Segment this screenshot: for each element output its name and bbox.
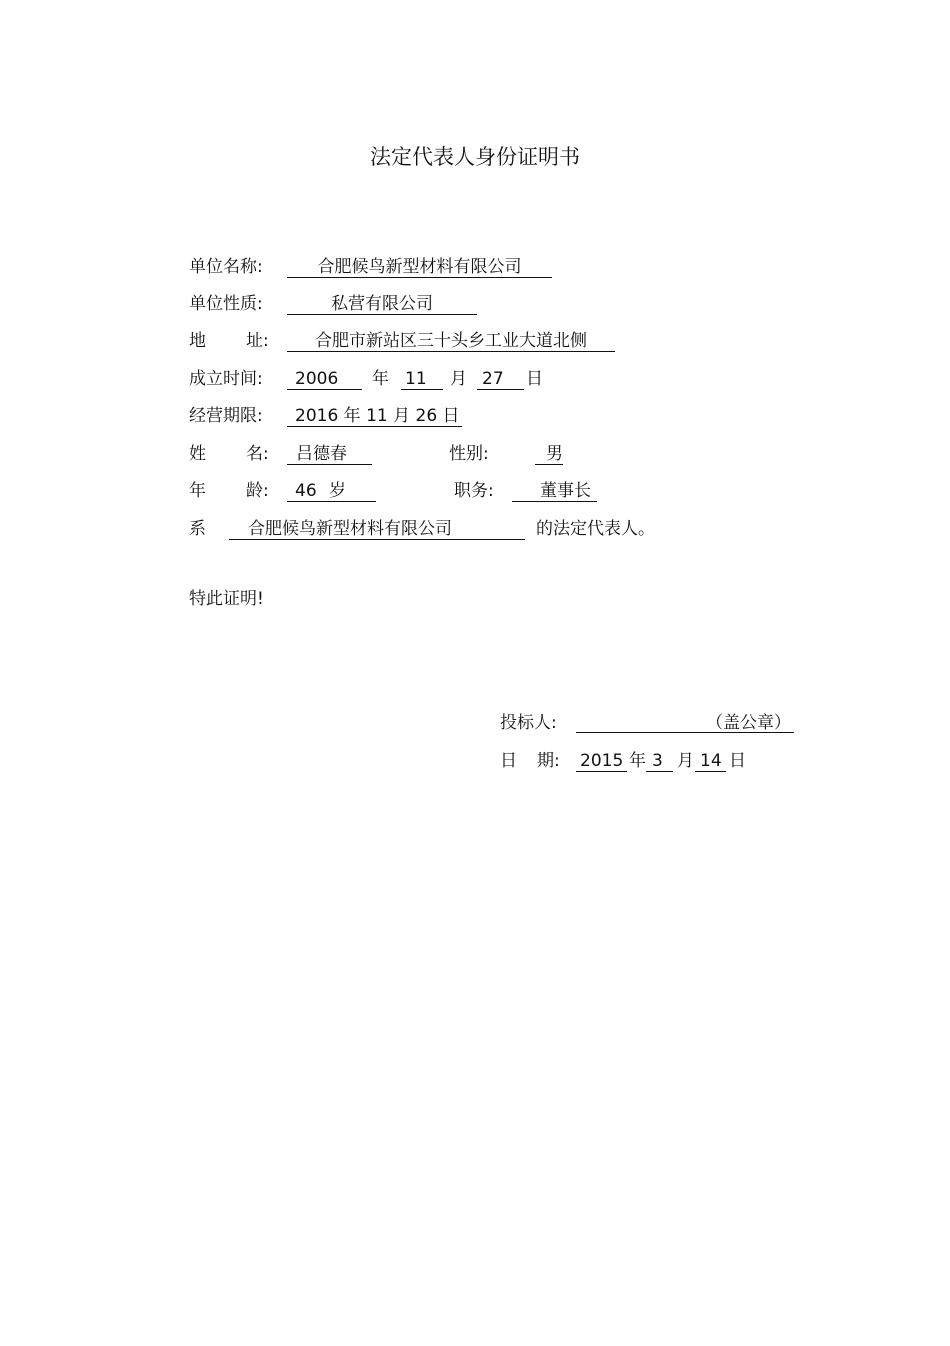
position-underline <box>512 501 597 502</box>
unit-name-value: 合肥候鸟新型材料有限公司 <box>317 257 522 277</box>
name-label-first: 姓 <box>189 444 206 464</box>
bidder-label: 投标人: <box>500 713 557 733</box>
age-label-second: 龄: <box>246 481 269 501</box>
gender-label: 性别: <box>449 444 489 464</box>
sign-month-unit: 月 <box>677 751 694 771</box>
unit-name-underline <box>287 277 552 278</box>
name-underline <box>287 464 372 465</box>
relation-company: 合肥候鸟新型材料有限公司 <box>248 519 452 539</box>
operating-term-label: 经营期限: <box>189 406 263 426</box>
unit-name-label: 单位名称: <box>189 257 263 277</box>
established-label: 成立时间: <box>189 369 263 389</box>
gender-value: 男 <box>546 444 563 464</box>
date-label-second: 期: <box>537 751 560 771</box>
document-title: 法定代表人身份证明书 <box>370 145 580 169</box>
relation-suffix: 的法定代表人。 <box>536 519 655 539</box>
address-underline <box>287 351 615 352</box>
gender-underline <box>535 464 563 465</box>
relation-prefix: 系 <box>189 519 206 539</box>
seal-note: （盖公章） <box>706 713 791 733</box>
age-value: 46 <box>295 481 317 501</box>
established-year: 2006 <box>295 369 339 389</box>
position-label: 职务: <box>454 481 494 501</box>
sign-month-underline <box>646 771 673 772</box>
established-year-unit: 年 <box>372 369 389 389</box>
operating-term-value: 2016 年 11 月 26 日 <box>295 406 460 426</box>
certify-text: 特此证明! <box>189 589 264 609</box>
sign-year-underline <box>576 771 627 772</box>
age-unit: 岁 <box>329 481 346 501</box>
sign-day: 14 <box>700 751 722 771</box>
position-value: 董事长 <box>540 481 591 501</box>
address-label-first: 地 <box>189 331 206 351</box>
sign-day-underline <box>695 771 726 772</box>
bidder-underline <box>576 732 794 733</box>
unit-nature-value: 私营有限公司 <box>331 294 433 314</box>
address-value: 合肥市新站区三十头乡工业大道北侧 <box>315 331 587 351</box>
age-label-first: 年 <box>189 481 206 501</box>
established-day-unit: 日 <box>526 369 543 389</box>
sign-day-unit: 日 <box>729 751 746 771</box>
established-month: 11 <box>405 369 427 389</box>
sign-year-unit: 年 <box>629 751 646 771</box>
established-month-unit: 月 <box>450 369 467 389</box>
unit-nature-underline <box>287 314 477 315</box>
established-year-underline <box>287 389 362 390</box>
name-value: 吕德春 <box>296 444 347 464</box>
operating-term-underline <box>287 426 462 427</box>
date-label-first: 日 <box>500 751 517 771</box>
age-underline <box>287 501 376 502</box>
relation-underline <box>229 539 525 540</box>
address-label-second: 址: <box>246 331 269 351</box>
sign-year: 2015 <box>580 751 624 771</box>
name-label-second: 名: <box>246 444 269 464</box>
established-day: 27 <box>482 369 504 389</box>
established-day-underline <box>477 389 524 390</box>
sign-month: 3 <box>652 751 663 771</box>
established-month-underline <box>401 389 443 390</box>
unit-nature-label: 单位性质: <box>189 294 263 314</box>
